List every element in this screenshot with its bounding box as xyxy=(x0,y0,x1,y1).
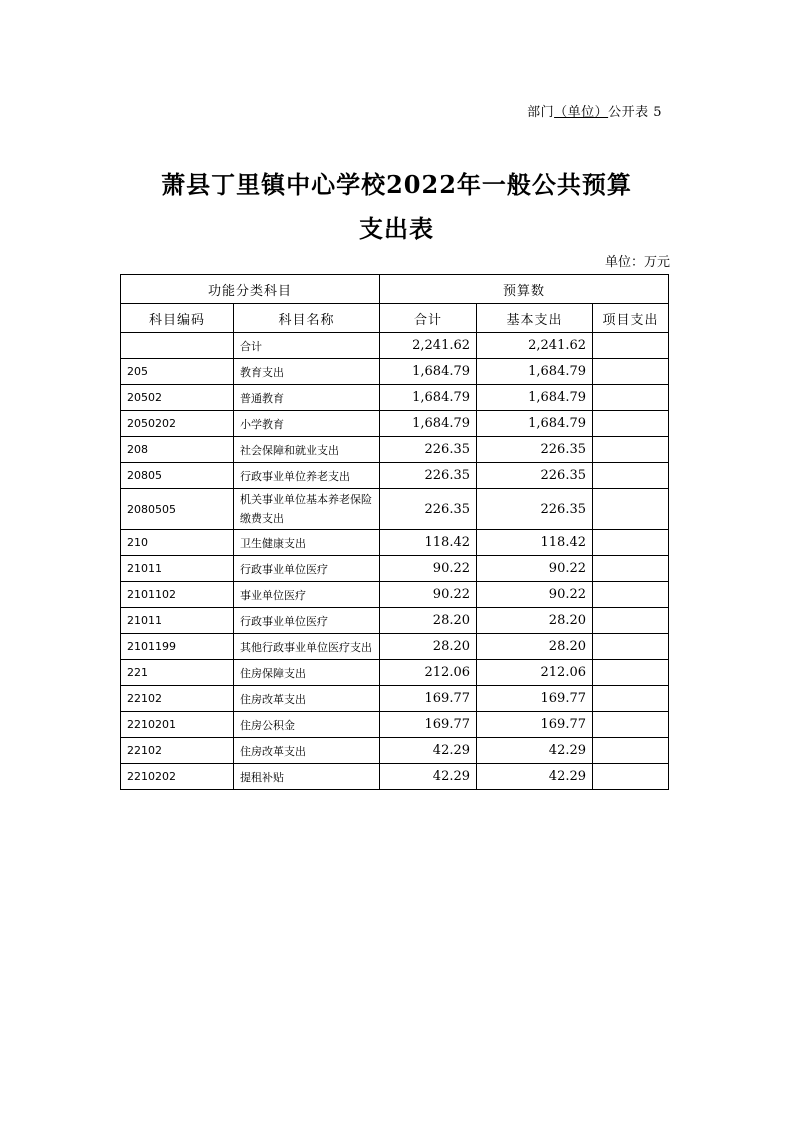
code-cell: 20805 xyxy=(121,463,234,489)
name-cell: 行政事业单位医疗 xyxy=(234,608,380,634)
code-cell xyxy=(121,333,234,359)
project-cell xyxy=(593,738,669,764)
name-cell: 机关事业单位基本养老保险缴费支出 xyxy=(234,489,380,530)
name-cell: 行政事业单位医疗 xyxy=(234,556,380,582)
total-cell: 90.22 xyxy=(380,582,477,608)
basic-cell: 42.29 xyxy=(477,738,593,764)
column-header-row xyxy=(121,304,669,333)
basic-cell: 169.77 xyxy=(477,712,593,738)
table-row xyxy=(121,333,669,359)
code-cell: 22102 xyxy=(121,686,234,712)
code-cell: 20502 xyxy=(121,385,234,411)
project-cell xyxy=(593,463,669,489)
basic-cell: 90.22 xyxy=(477,556,593,582)
code-cell: 221 xyxy=(121,660,234,686)
table-row xyxy=(121,437,669,463)
name-cell: 合计 xyxy=(234,333,380,359)
table-row xyxy=(121,712,669,738)
code-cell: 2101102 xyxy=(121,582,234,608)
project-cell xyxy=(593,359,669,385)
basic-cell: 212.06 xyxy=(477,660,593,686)
code-cell: 21011 xyxy=(121,608,234,634)
total-cell: 118.42 xyxy=(380,530,477,556)
code-cell: 205 xyxy=(121,359,234,385)
name-cell: 提租补贴 xyxy=(234,764,380,790)
code-cell: 208 xyxy=(121,437,234,463)
basic-cell: 2,241.62 xyxy=(477,333,593,359)
table-row xyxy=(121,359,669,385)
code-cell: 2101199 xyxy=(121,634,234,660)
total-cell: 2,241.62 xyxy=(380,333,477,359)
basic-column-header: 基本支出 xyxy=(477,304,593,333)
name-cell: 住房保障支出 xyxy=(234,660,380,686)
project-cell xyxy=(593,608,669,634)
project-cell xyxy=(593,764,669,790)
total-cell: 28.20 xyxy=(380,608,477,634)
name-column-header: 科目名称 xyxy=(234,304,380,333)
name-cell: 教育支出 xyxy=(234,359,380,385)
total-cell: 1,684.79 xyxy=(380,359,477,385)
basic-cell: 90.22 xyxy=(477,582,593,608)
basic-cell: 28.20 xyxy=(477,608,593,634)
project-cell xyxy=(593,489,669,530)
name-cell: 社会保障和就业支出 xyxy=(234,437,380,463)
code-cell: 22102 xyxy=(121,738,234,764)
table-row xyxy=(121,489,669,530)
project-cell xyxy=(593,582,669,608)
project-column-header: 项目支出 xyxy=(593,304,669,333)
project-cell xyxy=(593,556,669,582)
basic-cell: 28.20 xyxy=(477,634,593,660)
budget-group-header: 预算数 xyxy=(380,275,669,304)
table-row xyxy=(121,660,669,686)
unit-label: 单位：万元 xyxy=(604,255,670,270)
name-cell: 事业单位医疗 xyxy=(234,582,380,608)
table-row xyxy=(121,385,669,411)
document-title-line1: 萧县丁里镇中心学校2022年一般公共预算 xyxy=(161,170,632,199)
name-cell: 小学教育 xyxy=(234,411,380,437)
table-row xyxy=(121,582,669,608)
project-cell xyxy=(593,530,669,556)
table-row xyxy=(121,634,669,660)
basic-cell: 1,684.79 xyxy=(477,359,593,385)
code-column-header: 科目编码 xyxy=(121,304,234,333)
total-column-header: 合计 xyxy=(380,304,477,333)
project-cell xyxy=(593,712,669,738)
name-cell: 住房公积金 xyxy=(234,712,380,738)
name-cell: 其他行政事业单位医疗支出 xyxy=(234,634,380,660)
name-cell: 住房改革支出 xyxy=(234,686,380,712)
table-row xyxy=(121,608,669,634)
total-cell: 1,684.79 xyxy=(380,411,477,437)
basic-cell: 1,684.79 xyxy=(477,385,593,411)
total-cell: 212.06 xyxy=(380,660,477,686)
project-cell xyxy=(593,385,669,411)
table-row xyxy=(121,411,669,437)
tag-prefix: 部门 xyxy=(527,105,555,120)
basic-cell: 42.29 xyxy=(477,764,593,790)
project-cell xyxy=(593,437,669,463)
basic-cell: 169.77 xyxy=(477,686,593,712)
project-cell xyxy=(593,660,669,686)
table-row xyxy=(121,738,669,764)
document-title-line2: 支出表 xyxy=(359,214,434,243)
total-cell: 42.29 xyxy=(380,764,477,790)
table-row xyxy=(121,463,669,489)
total-cell: 90.22 xyxy=(380,556,477,582)
table-row xyxy=(121,530,669,556)
table-row xyxy=(121,764,669,790)
tag-unit: （单位） xyxy=(554,105,609,120)
total-cell: 28.20 xyxy=(380,634,477,660)
basic-cell: 118.42 xyxy=(477,530,593,556)
name-cell: 住房改革支出 xyxy=(234,738,380,764)
table-row xyxy=(121,686,669,712)
project-cell xyxy=(593,411,669,437)
project-cell xyxy=(593,634,669,660)
name-cell: 卫生健康支出 xyxy=(234,530,380,556)
basic-cell: 1,684.79 xyxy=(477,411,593,437)
code-cell: 2210202 xyxy=(121,764,234,790)
code-cell: 2080505 xyxy=(121,489,234,530)
total-cell: 226.35 xyxy=(380,463,477,489)
total-cell: 169.77 xyxy=(380,712,477,738)
budget-table xyxy=(120,274,669,790)
table-number-tag xyxy=(500,101,662,120)
code-cell: 2210201 xyxy=(121,712,234,738)
total-cell: 226.35 xyxy=(380,437,477,463)
basic-cell: 226.35 xyxy=(477,437,593,463)
code-cell: 210 xyxy=(121,530,234,556)
total-cell: 1,684.79 xyxy=(380,385,477,411)
name-cell: 行政事业单位养老支出 xyxy=(234,463,380,489)
code-cell: 2050202 xyxy=(121,411,234,437)
table-row xyxy=(121,556,669,582)
total-cell: 226.35 xyxy=(380,489,477,530)
category-group-header: 功能分类科目 xyxy=(121,275,380,304)
basic-cell: 226.35 xyxy=(477,489,593,530)
code-cell: 21011 xyxy=(121,556,234,582)
name-cell: 普通教育 xyxy=(234,385,380,411)
basic-cell: 226.35 xyxy=(477,463,593,489)
group-header-row xyxy=(121,275,669,304)
total-cell: 169.77 xyxy=(380,686,477,712)
project-cell xyxy=(593,333,669,359)
tag-suffix: 公开表 5 xyxy=(608,105,662,120)
total-cell: 42.29 xyxy=(380,738,477,764)
project-cell xyxy=(593,686,669,712)
